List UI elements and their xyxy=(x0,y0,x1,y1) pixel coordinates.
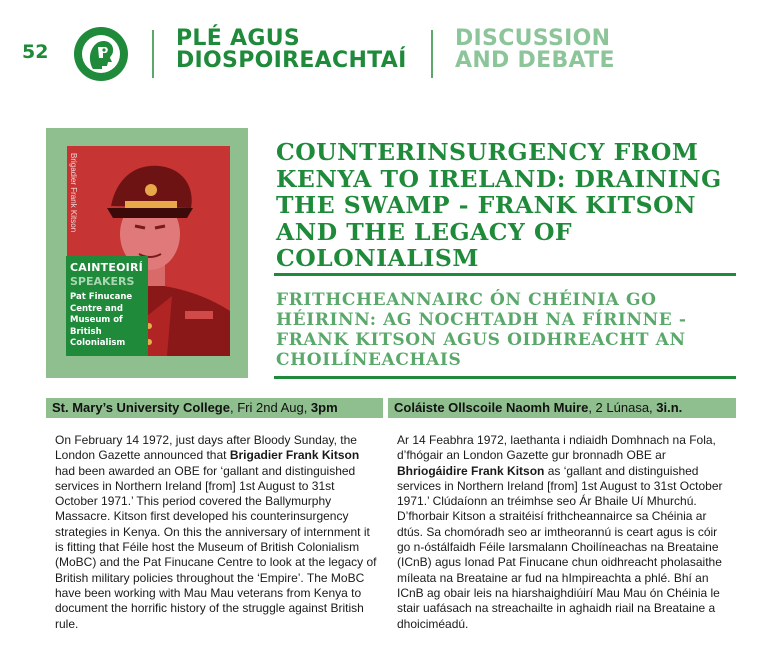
event-venue: Coláiste Ollscoile Naomh Muire xyxy=(394,400,589,415)
header-title-irish xyxy=(176,28,407,72)
speakers-names xyxy=(70,292,148,350)
header-irish-line2: DIOSPOIREACHTAÍ xyxy=(176,48,407,73)
body-highlight-name: Bhriogáidire Frank Kitson xyxy=(397,463,545,478)
speaker-name-line: Centre and xyxy=(70,303,123,314)
speakers-label-irish: CAINTEOIRÍ xyxy=(70,261,143,274)
body-text-english xyxy=(55,433,377,632)
event-title-english: COUNTERINSURGENCY FROM KENYA TO IRELAND: DRAINING THE SWAMP - FRANK KITSON AND THE LEGACY OF COLONIALISM xyxy=(276,138,722,272)
speaker-name-line: Museum of xyxy=(70,315,123,325)
event-details-english xyxy=(46,398,383,418)
event-title-irish: FRITHCHEANNAIRC ÓN CHÉINIA GO HÉIRINN: AG NOCHTADH NA FÍRINNE - FRANK KITSON AGUS OIDHREACHT AN CHOILÍNEACHAIS xyxy=(276,290,687,370)
body-highlight-name: Brigadier Frank Kitson xyxy=(229,448,360,463)
speaker-name-line: Colonialism xyxy=(70,338,126,348)
event-venue: St. Mary’s University College xyxy=(52,400,230,415)
event-details-irish xyxy=(388,398,736,418)
header-irish-line1: PLÉ AGUS xyxy=(176,26,301,51)
event-date: , 2 Lúnasa, xyxy=(588,400,657,415)
header-divider xyxy=(152,30,154,78)
body-text-part: as ‘gallant and distinguished services in Northern Ireland [from] 1st August to 31st October 1971.’ Clúdaíonn an tréimhse seo Ár Bhaile Uí Mhurchú. D’fhorbair Kitson a straitéisí frithcheannairce sa Chéinia ar dtús. Sa chomóradh seo ar imtheorannú is ceart agus is cóir go n-óstálfaidh Féile Iarsmalann Choilíneachas na Breataine (ICnB) agus Ionad Pat Finucane chun oidhreacht pholasaithe míleata na Breataine ar fud na hImpireachta a phlé. Bhí an ICnB ag obair leis na hiarshaighdiúirí Mau Mau ón Chéinia le stair uafásach na streachailte in aghaidh riail na Breataine a dhoiciméadú. xyxy=(397,463,723,631)
header-divider-2 xyxy=(431,30,433,78)
header-english-line1: DISCUSSION xyxy=(455,26,611,51)
speakers-label-english: SPEAKERS xyxy=(70,275,135,288)
event-time: 3pm xyxy=(310,400,338,415)
body-text-irish xyxy=(397,433,733,632)
body-text-part: had been awarded an OBE for ‘gallant and distinguished services in Northern Ireland [from] 1st August to 31st October 1971.’ This period covered the Ballymurphy Massacre. Kitson first developed his counterinsurgency strategies in Kenya. On this the anniversary of internment it is fitting that Féile host the Museum of British Colonialism (MoBC) and the Pat Finucane Centre to look at the legacy of British military policies throughout the ‘Empire’. The MoBC have been working with Mau Mau veterans from Kenya to document the horrific history of the struggle against British rule. xyxy=(55,463,377,631)
speaker-name-line: Pat Finucane xyxy=(70,292,133,302)
body-text-part: On February 14 1972, just days after Bloody Sunday, the London Gazette announced that xyxy=(55,433,357,463)
title-rule xyxy=(274,273,736,276)
event-time: 3i.n. xyxy=(656,400,683,415)
header-english-line2: AND DEBATE xyxy=(455,48,615,73)
event-date: , Fri 2nd Aug, xyxy=(229,400,311,415)
page-number: 52 xyxy=(22,41,49,63)
title-rule-bottom xyxy=(274,376,736,379)
body-text-part: Ar 14 Feabhra 1972, laethanta i ndiaidh Domhnach na Fola, d’fhógair an London Gazette gur bronnadh OBE ar xyxy=(397,433,716,463)
photo-caption: Brigadier Frank Kitson xyxy=(69,153,78,233)
speaker-name-line: British xyxy=(70,326,102,337)
header-title-english xyxy=(455,28,615,72)
speakers-box xyxy=(66,256,148,356)
feile-logo-icon xyxy=(72,25,130,83)
